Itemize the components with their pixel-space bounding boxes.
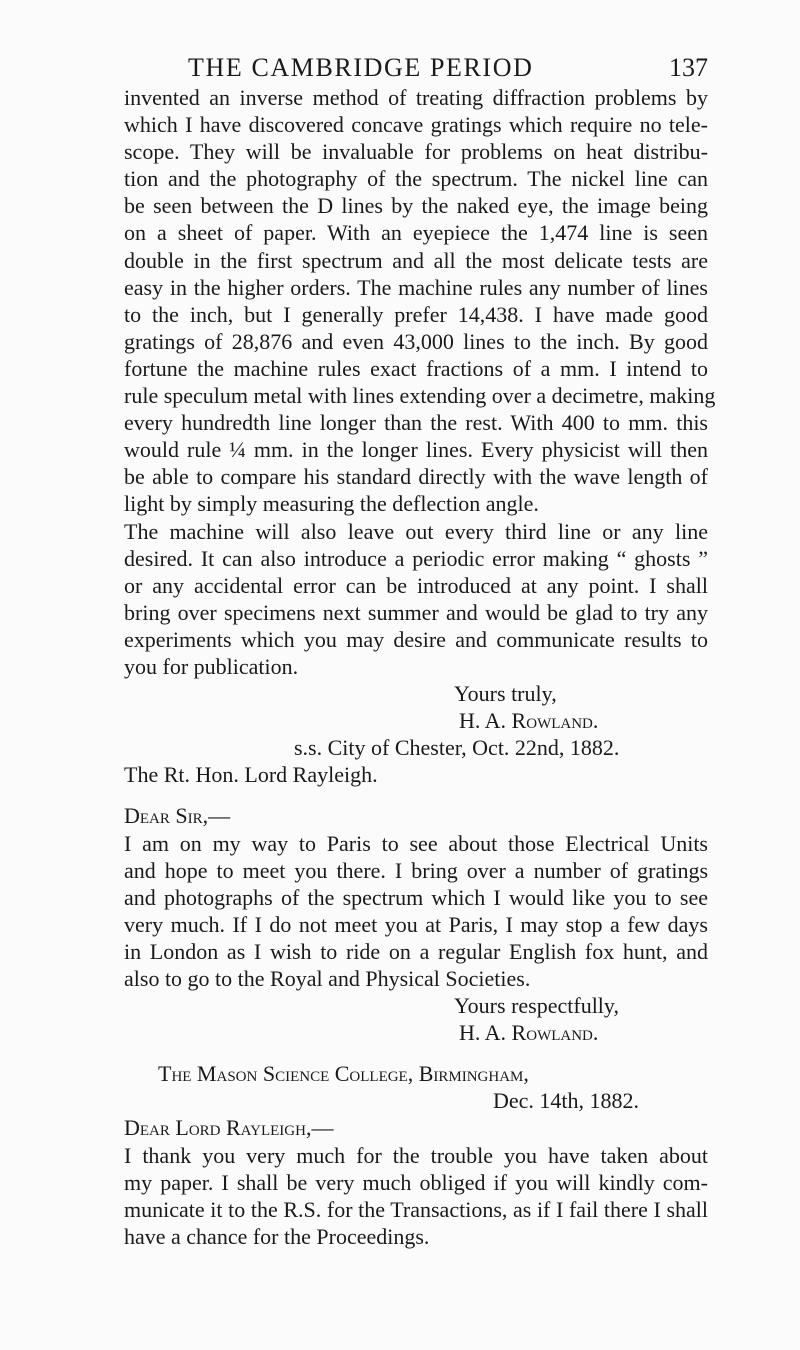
page-header — [124, 48, 708, 88]
text-line: and photographs of the spectrum which I would like you to see — [124, 884, 708, 910]
paragraph-2 — [124, 518, 708, 681]
text-line: light by simply measuring the deflection angle. — [124, 491, 539, 517]
text-line: double in the first spectrum and all the most delicate tests are — [124, 247, 708, 273]
letter-address: The Mason Science College, Birmingham, — [158, 1061, 529, 1087]
text-line: The machine will also leave out every third line or any line — [124, 518, 708, 544]
text-line: every hundredth line longer than the rest. With 400 to mm. this — [124, 410, 708, 436]
text-line: you for publication. — [124, 653, 299, 679]
text-line: tion and the photography of the spectrum. The nickel line can — [124, 166, 708, 192]
text-line: have a chance for the Proceedings. — [124, 1223, 430, 1249]
text-line: I am on my way to Paris to see about those Electrical Units — [124, 830, 708, 856]
text-line: which I have discovered concave gratings which require no tele- — [124, 112, 708, 138]
letter-signature: H. A. Rowland. — [459, 1020, 599, 1046]
text-line: and hope to meet you there. I bring over a number of gratings — [124, 857, 708, 883]
text-line: bring over specimens next summer and would be glad to try any — [124, 599, 708, 625]
text-line: scope. They will be invaluable for problems on heat distribu- — [124, 139, 708, 165]
text-line: would rule ¼ mm. in the longer lines. Every physicist will then — [124, 437, 708, 463]
text-line: or any accidental error can be introduced at any point. I shall — [124, 572, 708, 598]
text-line: to the inch, but I generally prefer 14,438. I have made good — [124, 301, 708, 327]
text-line: my paper. I shall be very much obliged if you will kindly com- — [124, 1169, 708, 1195]
text-line: rule speculum metal with lines extending over a decimetre, making — [124, 383, 716, 409]
letter-gap — [124, 1046, 708, 1060]
letter-salutation: Dear Lord Rayleigh,— — [124, 1115, 334, 1141]
text-line: fortune the machine rules exact fractions of a mm. I intend to — [124, 355, 708, 381]
letter-closing: Yours truly, — [454, 681, 557, 707]
text-line: gratings of 28,876 and even 43,000 lines to the inch. By good — [124, 328, 708, 354]
text-line: municate it to the R.S. for the Transactions, as if I fail there I shall — [124, 1196, 708, 1222]
letter-closing: Yours respectfully, — [454, 993, 619, 1019]
text-line: easy in the higher orders. The machine rules any number of lines — [124, 274, 708, 300]
text-line: experiments which you may desire and communicate results to — [124, 626, 708, 652]
letter-salutation: Dear Sir,— — [124, 803, 231, 829]
letter-body — [124, 1142, 708, 1250]
text-line: I thank you very much for the trouble you have taken about — [124, 1142, 708, 1168]
text-line: desired. It can also introduce a periodic error making “ ghosts ” — [124, 545, 708, 571]
letter-addressee: The Rt. Hon. Lord Rayleigh. — [124, 762, 378, 788]
text-line: on a sheet of paper. With an eyepiece the 1,474 line is seen — [124, 220, 708, 246]
text-line: be seen between the D lines by the naked eye, the image being — [124, 193, 708, 219]
letter-body — [124, 830, 708, 993]
page-number: 137 — [669, 53, 708, 82]
running-head: THE CAMBRIDGE PERIOD — [188, 53, 534, 82]
letter-dateline: s.s. City of Chester, Oct. 22nd, 1882. — [294, 735, 620, 761]
text-line: in London as I wish to ride on a regular English fox hunt, and — [124, 938, 708, 964]
body-text — [124, 84, 716, 1250]
paragraph-1 — [124, 84, 716, 518]
text-line: also to go to the Royal and Physical Societies. — [124, 966, 531, 991]
text-line: very much. If I do not meet you at Paris, I may stop a few days — [124, 911, 708, 937]
text-line: invented an inverse method of treating diffraction problems by — [124, 85, 708, 110]
text-line: be able to compare his standard directly with the wave length of — [124, 464, 708, 490]
letter-date: Dec. 14th, 1882. — [493, 1088, 640, 1114]
letter-gap — [124, 788, 708, 802]
letter-signature: H. A. Rowland. — [459, 708, 599, 734]
